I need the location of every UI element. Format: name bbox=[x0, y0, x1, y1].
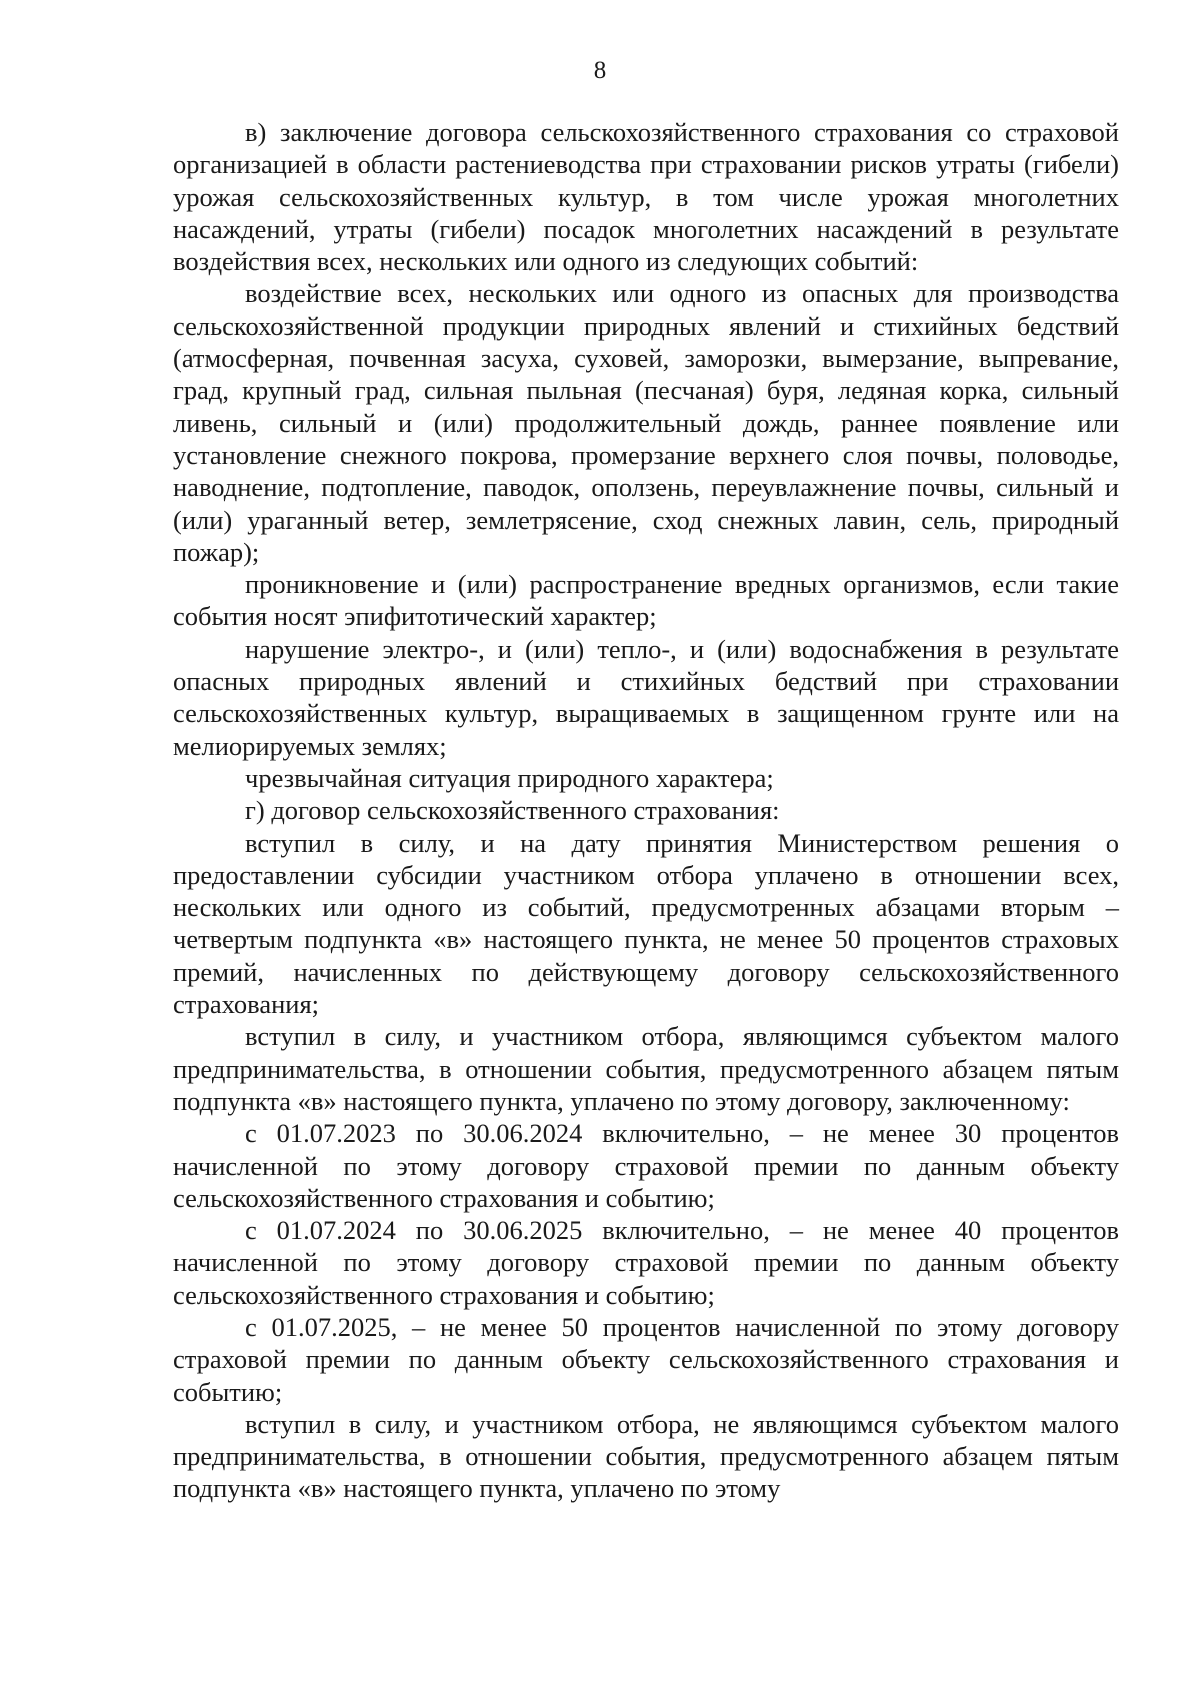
paragraph-period-2024-2025: с 01.07.2024 по 30.06.2025 включительно, – не менее 40 процентов начисленной по этому договору страховой премии по данным объекту сельскохозяйственного страхования и событию; bbox=[173, 1215, 1119, 1310]
body-text bbox=[173, 116, 1119, 1505]
paragraph-small-business: вступил в силу, и участником отбора, являющимся субъектом малого предпринимательства, в отношении события, предусмотренного абзацем пятым подпункта «в» настоящего пункта, уплачено по этому договору, заключенному: bbox=[173, 1021, 1119, 1116]
page-number: 8 bbox=[593, 57, 607, 84]
paragraph-emergency: чрезвычайная ситуация природного характера; bbox=[245, 762, 774, 793]
paragraph-insurance-contract: в) заключение договора сельскохозяйственного страхования со страховой организацией в области растениеводства при страховании рисков утраты (гибели) урожая сельскохозяйственных культур, в том числе урожая многолетних насаждений, утраты (гибели) посадок многолетних насаждений в результате воздействия всех, нескольких или одного из следующих событий: bbox=[173, 117, 1119, 277]
paragraph-utility-disruption: нарушение электро-, и (или) тепло-, и (или) водоснабжения в результате опасных природных явлений и стихийных бедствий при страховании сельскохозяйственных культур, выращиваемых в защищенном грунте или на мелиорируемых землях; bbox=[173, 633, 1119, 761]
paragraph-non-small-business: вступил в силу, и участником отбора, не являющимся субъектом малого предпринимательства, в отношении события, предусмотренного абзацем пятым подпункта «в» настоящего пункта, уплачено по этому bbox=[173, 1408, 1119, 1504]
paragraph-contract-heading: г) договор сельскохозяйственного страхования: bbox=[245, 795, 780, 826]
paragraph-period-from-2025: с 01.07.2025, – не менее 50 процентов начисленной по этому договору страховой премии по данным объекту сельскохозяйственного страхования и событию; bbox=[173, 1311, 1119, 1407]
paragraph-natural-hazards: воздействие всех, нескольких или одного из опасных для производства сельскохозяйственной продукции природных явлений и стихийных бедствий (атмосферная, почвенная засуха, суховей, заморозки, вымерзание, выпревание, град, крупный град, сильная пыльная (песчаная) буря, ледяная корка, сильный ливень, сильный и (или) продолжительный дождь, раннее появление или установление снежного покрова, промерзание верхнего слоя почвы, половодье, наводнение, подтопление, паводок, оползень, переувлажнение почвы, сильный и (или) ураганный ветер, землетрясение, сход снежных лавин, сель, природный пожар); bbox=[173, 278, 1119, 567]
paragraph-period-2023-2024: с 01.07.2023 по 30.06.2024 включительно, – не менее 30 процентов начисленной по этому договору страховой премии по данным объекту сельскохозяйственного страхования и событию; bbox=[173, 1118, 1119, 1213]
paragraph-pests: проникновение и (или) распространение вредных организмов, если такие события носят эпифитотический характер; bbox=[173, 569, 1119, 632]
paragraph-premium-50-percent: вступил в силу, и на дату принятия Министерством решения о предоставлении субсидии участником отбора уплачено в отношении всех, нескольких или одного из событий, предусмотренных абзацами вторым – четвертым подпункта «в» настоящего пункта, не менее 50 процентов страховых премий, начисленных по действующему договору сельскохозяйственного страхования; bbox=[173, 827, 1119, 1020]
